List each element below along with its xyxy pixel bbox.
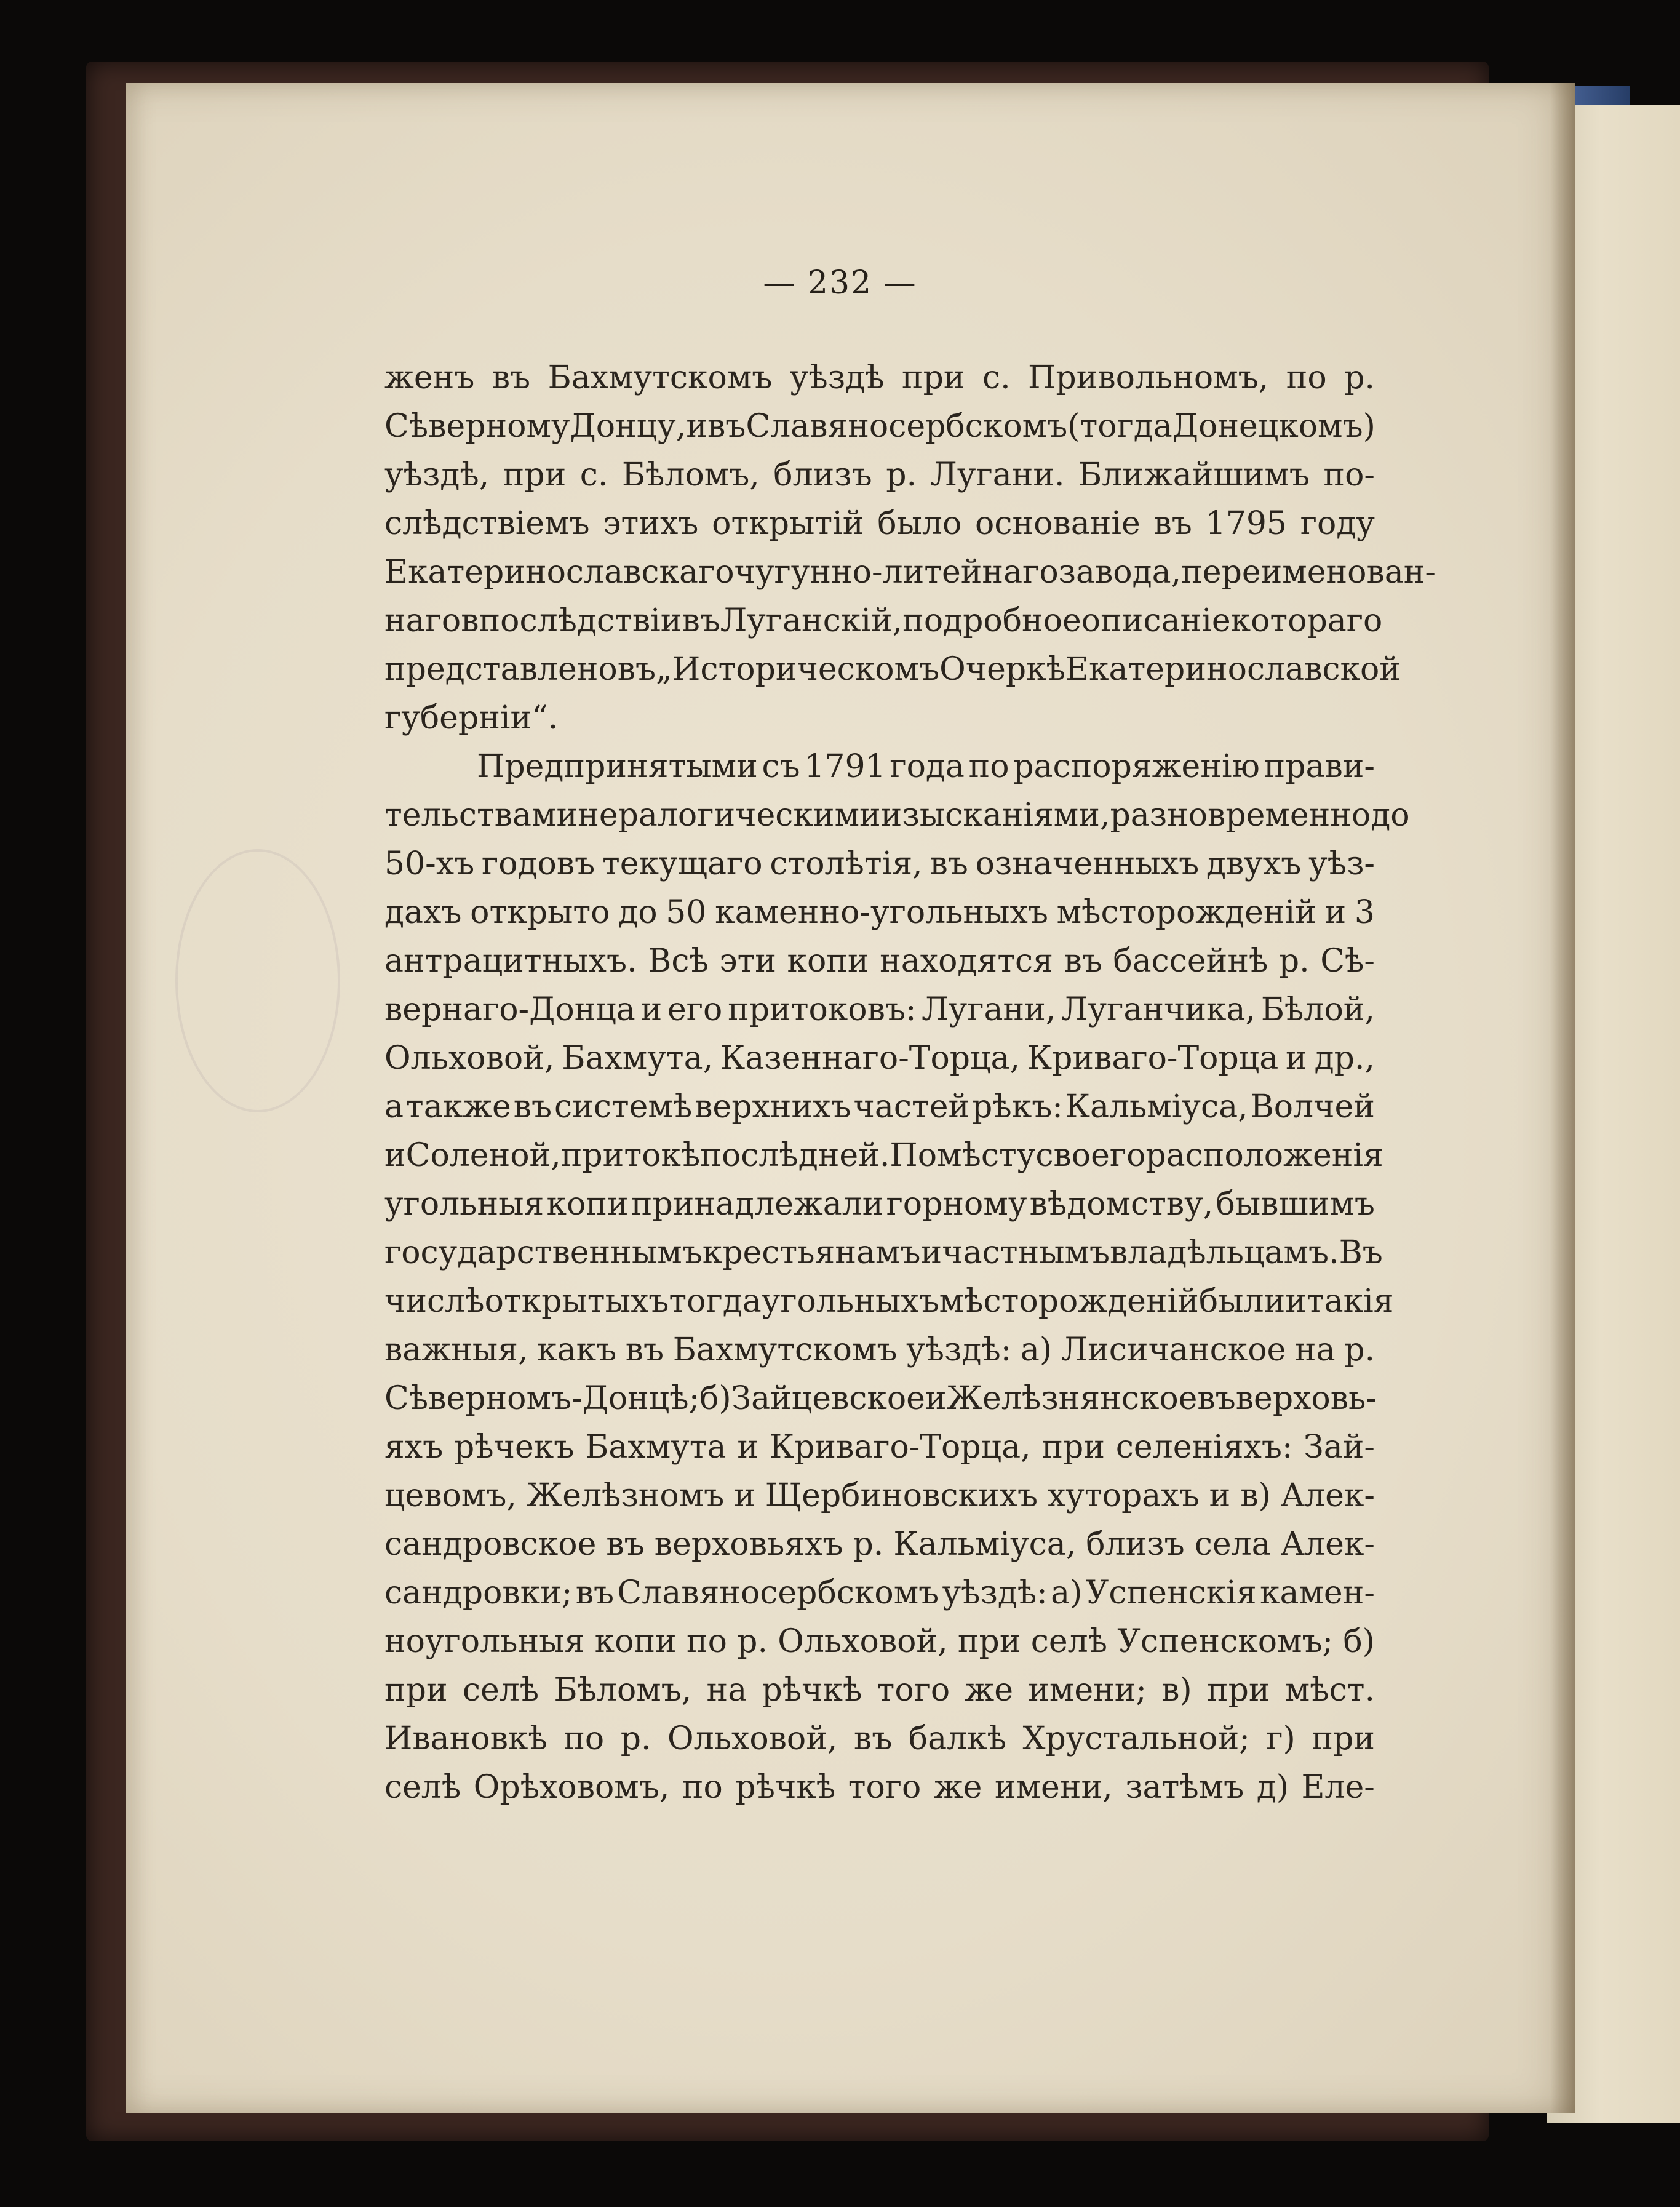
word: 50 <box>666 894 707 931</box>
word: имени; <box>1028 1672 1147 1709</box>
word: рѣчкѣ <box>735 1769 836 1806</box>
text-line <box>384 1520 1375 1569</box>
word: близъ <box>773 457 872 493</box>
word: затѣмъ <box>1125 1769 1244 1806</box>
word: впослѣдствіи <box>461 602 682 639</box>
word: до <box>618 894 658 931</box>
word: наго <box>384 602 461 639</box>
word: же <box>933 1769 982 1806</box>
word: Криваго-Торца <box>1027 1040 1279 1077</box>
word: завода, <box>1058 554 1182 591</box>
word: находятся <box>880 943 1053 980</box>
word: мѣст. <box>1284 1672 1375 1709</box>
text-line <box>384 937 1375 986</box>
word: хуторахъ <box>1047 1477 1200 1514</box>
text-line <box>384 1472 1375 1520</box>
word: этихъ <box>603 505 699 542</box>
page-number: — 232 — <box>763 265 917 301</box>
word: году <box>1300 505 1375 542</box>
text-line <box>384 694 1375 743</box>
word: уѣздѣ, <box>384 457 490 493</box>
word: р. <box>1344 359 1375 396</box>
word: угольныхъ <box>761 1283 939 1320</box>
word: распоряженію <box>1013 748 1260 785</box>
word: Бѣлой, <box>1260 991 1375 1028</box>
word: на <box>706 1672 747 1709</box>
word: б) <box>1343 1623 1375 1660</box>
word: чугунно-литейнаго <box>734 554 1059 591</box>
text-line <box>384 1763 1375 1812</box>
word: в) <box>1161 1672 1192 1709</box>
word: Желѣзнянское <box>946 1380 1198 1417</box>
word: минералогическими <box>531 797 881 834</box>
text-line <box>384 548 1436 597</box>
word: Ивановкѣ <box>384 1720 547 1757</box>
word: балкѣ <box>908 1720 1006 1757</box>
word: Бѣломъ, <box>554 1672 692 1709</box>
word: числѣ <box>384 1283 485 1320</box>
word: въ <box>1064 943 1102 980</box>
word: крестьянамъ <box>702 1234 921 1271</box>
word: (тогда <box>1067 408 1172 445</box>
text-line <box>384 1569 1375 1618</box>
word: камен- <box>1259 1574 1375 1611</box>
word: Сѣверномъ-Донцѣ; <box>384 1380 700 1417</box>
page-gutter-shadow <box>1550 83 1575 2113</box>
word: уѣздѣ: <box>942 1574 1048 1611</box>
word: селѣ <box>384 1769 461 1806</box>
word: копи <box>546 1186 629 1223</box>
word: р. <box>886 457 917 493</box>
word: Ольховой, <box>667 1720 838 1757</box>
word: важныя, <box>384 1331 528 1368</box>
word: Соленой, <box>405 1137 561 1174</box>
word: Предпринятыми <box>477 748 758 785</box>
word: с. <box>579 457 608 493</box>
word: бывшимъ <box>1216 1186 1375 1223</box>
word: др., <box>1314 1040 1375 1077</box>
word: въ <box>707 408 746 445</box>
word: и <box>1286 1040 1307 1077</box>
word: Очеркѣ <box>939 651 1066 688</box>
word: въ <box>575 1574 615 1611</box>
word: эти <box>719 943 776 980</box>
word: Славяносербскомъ <box>617 1574 939 1611</box>
word: верховьяхъ <box>654 1526 843 1563</box>
word: годовъ <box>481 845 595 882</box>
word: изысканіями, <box>880 797 1110 834</box>
word: переименован- <box>1181 554 1436 591</box>
word: яхъ <box>384 1429 444 1466</box>
word: д) <box>1256 1769 1289 1806</box>
word: и <box>686 408 707 445</box>
word: и <box>640 991 663 1028</box>
word: Ближайшимъ <box>1078 457 1310 493</box>
text-line <box>384 1618 1375 1666</box>
faded-library-stamp <box>175 849 340 1112</box>
word: Еле- <box>1301 1769 1375 1806</box>
word: сандровки; <box>384 1574 573 1611</box>
word: въ <box>625 1331 664 1368</box>
word: 3 <box>1354 894 1375 931</box>
word: Щербиновскихъ <box>765 1477 1038 1514</box>
word: близъ <box>1086 1526 1185 1563</box>
word: тельства <box>384 797 532 834</box>
word: означенныхъ <box>975 845 1200 882</box>
word: копи <box>787 943 869 980</box>
word: Славяносербскомъ <box>746 408 1068 445</box>
word: 1795 <box>1205 505 1287 542</box>
word: Зайцевское <box>731 1380 925 1417</box>
word: сандровское <box>384 1526 597 1563</box>
word: р. <box>737 1623 768 1660</box>
text-line <box>384 402 1375 451</box>
word: Бахмутскомъ <box>672 1331 898 1368</box>
word: были <box>1198 1283 1286 1320</box>
word: рѣкъ: <box>972 1088 1063 1125</box>
word: Луганскій, <box>720 602 903 639</box>
word: вѣдомству, <box>1029 1186 1214 1223</box>
word: Донцу, <box>570 408 687 445</box>
text-line <box>384 743 1375 791</box>
word: вернаго-Донца <box>384 991 635 1028</box>
word: Успенскомъ; <box>1117 1623 1334 1660</box>
word: Въ <box>1339 1234 1383 1271</box>
word: его <box>667 991 723 1028</box>
text-line <box>384 986 1375 1034</box>
word: Донецкомъ) <box>1172 408 1375 445</box>
word: мѣсторожденій <box>939 1283 1199 1320</box>
word: также <box>405 1088 511 1125</box>
word: Сѣ- <box>1320 943 1375 980</box>
word: уѣздѣ: <box>906 1331 1012 1368</box>
text-line <box>384 1277 1394 1326</box>
word: открытыхъ <box>484 1283 669 1320</box>
word: по <box>1286 359 1327 396</box>
word: р. <box>853 1526 884 1563</box>
word: р. <box>1344 1331 1375 1368</box>
word: Криваго-Торца, <box>769 1429 1031 1466</box>
word: слѣдствіемъ <box>384 505 590 542</box>
text-line <box>384 1034 1375 1083</box>
word: и <box>1285 1283 1307 1320</box>
word: описаніе <box>1081 602 1231 639</box>
word: бассейнѣ <box>1113 943 1268 980</box>
word: двухъ <box>1206 845 1302 882</box>
word: того <box>848 1769 922 1806</box>
word: 50-хъ <box>384 845 475 882</box>
word: владѣльцамъ. <box>1110 1234 1339 1271</box>
word: Лугани, <box>922 991 1056 1028</box>
word: государственнымъ <box>384 1234 703 1271</box>
word: с. <box>982 359 1011 396</box>
text-line <box>384 597 1383 645</box>
word: Ольховой, <box>384 1040 555 1077</box>
text-line <box>384 1131 1383 1180</box>
word: и <box>1209 1477 1231 1514</box>
word: въ <box>1197 1380 1236 1417</box>
word: прави- <box>1264 748 1375 785</box>
word: и <box>737 1429 758 1466</box>
word: при <box>384 1672 448 1709</box>
word: Зай- <box>1304 1429 1375 1466</box>
word: уѣздѣ <box>789 359 885 396</box>
word: открыто <box>470 894 610 931</box>
word: верхнихъ <box>695 1088 851 1125</box>
word: въ <box>617 651 656 688</box>
word: Волчей <box>1250 1088 1375 1125</box>
word: притоковъ: <box>728 991 917 1028</box>
page-text <box>384 354 1436 1812</box>
word: а) <box>1020 1331 1053 1368</box>
text-line <box>384 1083 1375 1131</box>
word: мѣсту <box>937 1137 1036 1174</box>
word: при <box>1312 1720 1375 1757</box>
text-line <box>384 1180 1375 1229</box>
word: и <box>920 1234 942 1271</box>
word: 1791 <box>804 748 886 785</box>
word: Всѣ <box>648 943 709 980</box>
word: такія <box>1306 1283 1394 1320</box>
word: Казеннаго-Торца, <box>720 1040 1021 1077</box>
word: тогда <box>669 1283 762 1320</box>
word: угольныя <box>384 1186 544 1223</box>
text-line <box>384 791 1410 840</box>
word: Успенскія <box>1085 1574 1257 1611</box>
word: же <box>965 1672 1013 1709</box>
word: имени, <box>994 1769 1113 1806</box>
word: Орѣховомъ, <box>473 1769 670 1806</box>
word: при <box>1206 1672 1270 1709</box>
word: и <box>1324 894 1347 931</box>
word: рѣчекъ <box>454 1429 575 1466</box>
word: того <box>877 1672 950 1709</box>
word: по <box>968 748 1009 785</box>
word: въ <box>513 1088 552 1125</box>
word: въ <box>682 602 720 639</box>
word: селеніяхъ: <box>1115 1429 1293 1466</box>
word: антрацитныхъ. <box>384 943 637 980</box>
word: мѣсторожденій <box>1056 894 1316 931</box>
word: и <box>734 1477 755 1514</box>
word: По <box>890 1137 938 1174</box>
text-line <box>384 1375 1375 1423</box>
text-line <box>384 1326 1375 1375</box>
word: въ <box>930 845 968 882</box>
word: по <box>682 1769 723 1806</box>
word: и <box>925 1380 947 1417</box>
word: Екатеринославскаго <box>384 554 735 591</box>
word: Алек- <box>1280 1526 1375 1563</box>
word: Бахмута, <box>562 1040 714 1077</box>
text-line <box>384 354 1375 402</box>
word: а) <box>1051 1574 1083 1611</box>
word: при <box>901 359 965 396</box>
word: Хрустальной; <box>1022 1720 1250 1757</box>
word: цевомъ, <box>384 1477 517 1514</box>
text-line <box>384 1229 1383 1277</box>
word: Кальміуса, <box>893 1526 1077 1563</box>
word: Ольховой, <box>778 1623 948 1660</box>
word: какъ <box>537 1331 617 1368</box>
word: разновременно <box>1110 797 1371 834</box>
text-line <box>384 1715 1375 1763</box>
word: въ <box>1153 505 1192 542</box>
word: съ <box>762 748 800 785</box>
word: Привольномъ, <box>1028 359 1269 396</box>
text-line <box>384 500 1375 548</box>
word: р. <box>620 1720 651 1757</box>
word: женъ <box>384 359 475 396</box>
word: Желѣзномъ <box>526 1477 725 1514</box>
word: Бахмута <box>585 1429 727 1466</box>
word: каменно-угольныхъ <box>715 894 1048 931</box>
word: Бѣломъ, <box>621 457 760 493</box>
word: до <box>1371 797 1410 834</box>
word: представлено <box>384 651 618 688</box>
word: въ <box>606 1526 645 1563</box>
word: при <box>1041 1429 1105 1466</box>
word: Алек- <box>1280 1477 1375 1514</box>
word: верховь- <box>1235 1380 1377 1417</box>
word: „Историческомъ <box>656 651 940 688</box>
word: по- <box>1323 457 1375 493</box>
word: г) <box>1266 1720 1296 1757</box>
word: Лугани. <box>930 457 1065 493</box>
word: котораго <box>1230 602 1383 639</box>
word: села <box>1194 1526 1271 1563</box>
word: в) <box>1240 1477 1271 1514</box>
text-line <box>384 1666 1375 1715</box>
word: расположенія <box>1145 1137 1383 1174</box>
text-line <box>384 1423 1375 1472</box>
word: системѣ <box>554 1088 693 1125</box>
word: столѣтія, <box>770 845 923 882</box>
word: при <box>957 1623 1021 1660</box>
word: Кальміуса, <box>1065 1088 1248 1125</box>
text-line <box>384 840 1375 888</box>
word: было <box>877 505 962 542</box>
word: притокѣ <box>560 1137 701 1174</box>
word: Лисичанское <box>1061 1331 1286 1368</box>
word: и <box>384 1137 406 1174</box>
word: открытій <box>712 505 864 542</box>
word: принадлежали <box>631 1186 884 1223</box>
word: селѣ <box>462 1672 539 1709</box>
word: рѣчкѣ <box>762 1672 862 1709</box>
word: селѣ <box>1030 1623 1108 1660</box>
word: въ <box>853 1720 893 1757</box>
word: основаніе <box>975 505 1141 542</box>
word: дахъ <box>384 894 462 931</box>
text-line <box>384 888 1375 937</box>
word: копи <box>594 1623 677 1660</box>
word: уѣз- <box>1308 845 1375 882</box>
word: частнымъ <box>942 1234 1110 1271</box>
word: подробное <box>902 602 1081 639</box>
word: при <box>503 457 567 493</box>
word: а <box>384 1088 404 1125</box>
word: года <box>890 748 965 785</box>
word: послѣдней. <box>700 1137 890 1174</box>
word: Бахмутскомъ <box>547 359 773 396</box>
word: Луганчика, <box>1061 991 1256 1028</box>
word: Екатеринославской <box>1065 651 1401 688</box>
word: губерніи“. <box>384 700 559 736</box>
word: по <box>686 1623 727 1660</box>
word: б) <box>699 1380 731 1417</box>
word: горному <box>886 1186 1027 1223</box>
word: текущаго <box>602 845 763 882</box>
text-line <box>384 645 1401 694</box>
word: частей <box>853 1088 970 1125</box>
word: на <box>1294 1331 1336 1368</box>
word: по <box>563 1720 605 1757</box>
word: въ <box>492 359 531 396</box>
word: своего <box>1035 1137 1146 1174</box>
word: Сѣверному <box>384 408 570 445</box>
text-line <box>384 451 1375 500</box>
word: р. <box>1278 943 1310 980</box>
word: ноугольныя <box>384 1623 585 1660</box>
